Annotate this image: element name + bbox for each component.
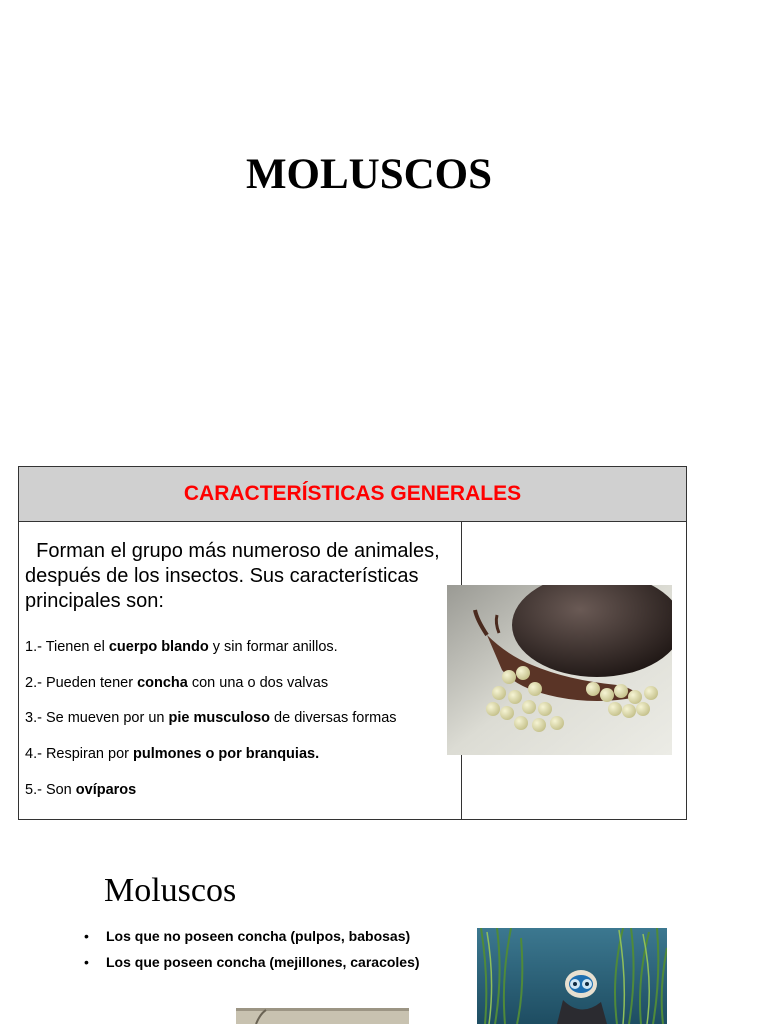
list-item: 2.- Pueden tener concha con una o dos valvas bbox=[25, 675, 329, 691]
page-title: MOLUSCOS bbox=[245, 151, 493, 198]
intro-text: Forman el grupo más numeroso de animales, después de los insectos. Sus características principales son: bbox=[25, 540, 446, 612]
snail-photo bbox=[447, 585, 672, 755]
list-item: 3.- Se mueven por un pie musculoso de diversas formas bbox=[25, 710, 397, 726]
mollusk-photo bbox=[236, 1008, 409, 1024]
bullet-icon: • bbox=[84, 928, 89, 944]
bullet-icon: • bbox=[84, 954, 89, 970]
list-item: 5.- Son ovíparos bbox=[25, 782, 137, 798]
table-header-label: CARACTERÍSTICAS GENERALES bbox=[183, 482, 522, 505]
list-item: 4.- Respiran por pulmones o por branquias. bbox=[25, 746, 320, 762]
characteristics-table bbox=[18, 466, 687, 820]
diver-seagrass-photo bbox=[477, 928, 667, 1024]
list-item: 1.- Tienen el cuerpo blando y sin formar anillos. bbox=[25, 639, 338, 655]
section-heading: Moluscos bbox=[104, 872, 237, 909]
table-header bbox=[19, 467, 686, 522]
